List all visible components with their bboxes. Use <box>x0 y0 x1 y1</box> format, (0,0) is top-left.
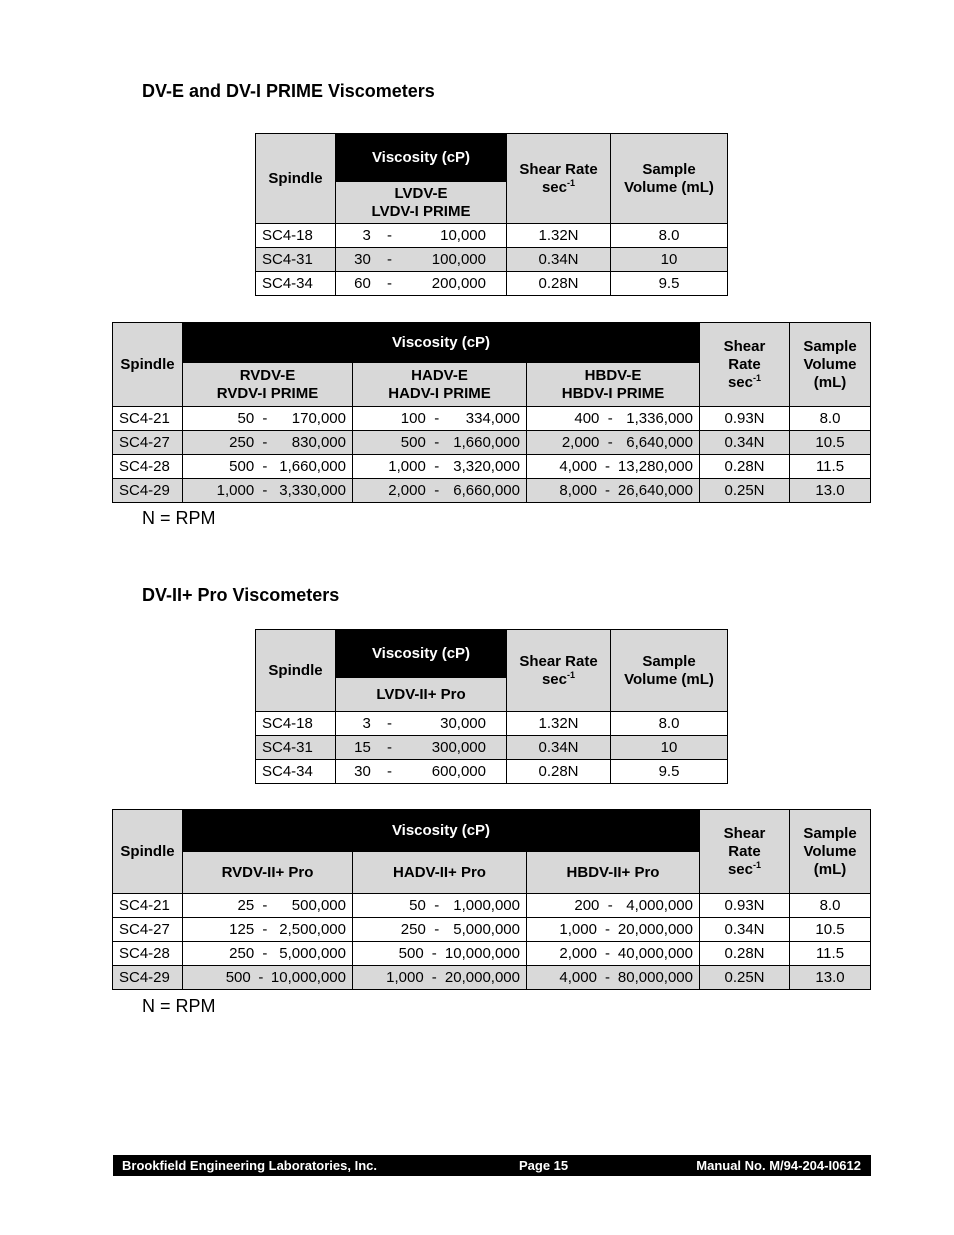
table-row: SC4-18 3 - 10,000 1.32N 8.0 <box>256 224 728 248</box>
viscosity-header: Viscosity (cP) <box>183 810 700 852</box>
table-row: SC4-34 30 - 600,000 0.28N 9.5 <box>256 760 728 784</box>
footer-page-number: Page 15 <box>519 1158 569 1173</box>
table-row: SC4-31 15 - 300,000 0.34N 10 <box>256 736 728 760</box>
sample-volume-header: Sample Volume (mL) <box>790 810 871 894</box>
footer-manual-number: Manual No. M/94-204-I0612 <box>696 1158 861 1173</box>
dv-ii-lv-table <box>255 629 728 784</box>
page-footer <box>113 1155 871 1176</box>
shear-rate-header: Shear Rate $\sec^{-1}$ <box>700 810 790 894</box>
shear-rate-header: Shear Rate $\sec^{-1}$ <box>507 630 611 712</box>
model-header-hadv-e: HADV-E HADV-I PRIME <box>353 363 527 407</box>
sample-volume-header: Sample Volume (mL) <box>611 134 728 224</box>
spindle-header: Spindle <box>256 630 336 712</box>
rpm-note: N = RPM <box>142 508 216 528</box>
model-header-lvdv-ii-pro: LVDV-II+ Pro <box>336 678 507 712</box>
table-row: SC4-29 1,000 - 3,330,000 2,000 - 6,660,000 8,000 - 26,640,000 0.25N 13.0 <box>113 479 871 503</box>
model-header-hadv-ii-pro: HADV-II+ Pro <box>353 852 527 894</box>
model-header-hbdv-ii-pro: HBDV-II+ Pro <box>527 852 700 894</box>
table-row: SC4-31 30 - 100,000 0.34N 10 <box>256 248 728 272</box>
table-row: SC4-27 250 - 830,000 500 - 1,660,000 2,000 - 6,640,000 0.34N 10.5 <box>113 431 871 455</box>
section-heading-dv-ii-pro: DV-II+ Pro Viscometers <box>142 585 340 605</box>
viscosity-header: Viscosity (cP) <box>183 323 700 363</box>
rpm-note: N = RPM <box>142 996 216 1016</box>
spindle-header: Spindle <box>113 323 183 407</box>
model-header-rvdv-ii-pro: RVDV-II+ Pro <box>183 852 353 894</box>
model-header-hbdv-e: HBDV-E HBDV-I PRIME <box>527 363 700 407</box>
sample-volume-header: Sample Volume (mL) <box>790 323 871 407</box>
table-row: SC4-34 60 - 200,000 0.28N 9.5 <box>256 272 728 296</box>
table-row: SC4-21 25 - 500,000 50 - 1,000,000 200 - 4,000,000 0.93N 8.0 <box>113 894 871 918</box>
dv-e-rv-table <box>112 322 871 503</box>
shear-rate-header: Shear Rate $\sec^{-1}$ <box>700 323 790 407</box>
sample-volume-header: Sample Volume (mL) <box>611 630 728 712</box>
dv-ii-rv-table <box>112 809 871 990</box>
footer-company: Brookfield Engineering Laboratories, Inc. <box>122 1158 377 1173</box>
table-row: SC4-28 250 - 5,000,000 500 - 10,000,000 2,000 - 40,000,000 0.28N 11.5 <box>113 942 871 966</box>
table-row: SC4-18 3 - 30,000 1.32N 8.0 <box>256 712 728 736</box>
shear-rate-header: Shear Rate $\sec^{-1}$ <box>507 134 611 224</box>
viscosity-header: Viscosity (cP) <box>336 630 507 678</box>
dv-e-lv-table <box>255 133 728 296</box>
table-row: SC4-21 50 - 170,000 100 - 334,000 400 - 1,336,000 0.93N 8.0 <box>113 407 871 431</box>
table-row: SC4-27 125 - 2,500,000 250 - 5,000,000 1,000 - 20,000,000 0.34N 10.5 <box>113 918 871 942</box>
section-heading-dv-e: DV-E and DV-I PRIME Viscometers <box>142 81 435 101</box>
model-header-lvdv-e: LVDV-E LVDV-I PRIME <box>336 182 507 224</box>
table-row: SC4-28 500 - 1,660,000 1,000 - 3,320,000 4,000 - 13,280,000 0.28N 11.5 <box>113 455 871 479</box>
model-header-rvdv-e: RVDV-E RVDV-I PRIME <box>183 363 353 407</box>
spindle-header: Spindle <box>113 810 183 894</box>
spindle-header: Spindle <box>256 134 336 224</box>
viscosity-header: Viscosity (cP) <box>336 134 507 182</box>
table-row: SC4-29 500 - 10,000,000 1,000 - 20,000,000 4,000 - 80,000,000 0.25N 13.0 <box>113 966 871 990</box>
